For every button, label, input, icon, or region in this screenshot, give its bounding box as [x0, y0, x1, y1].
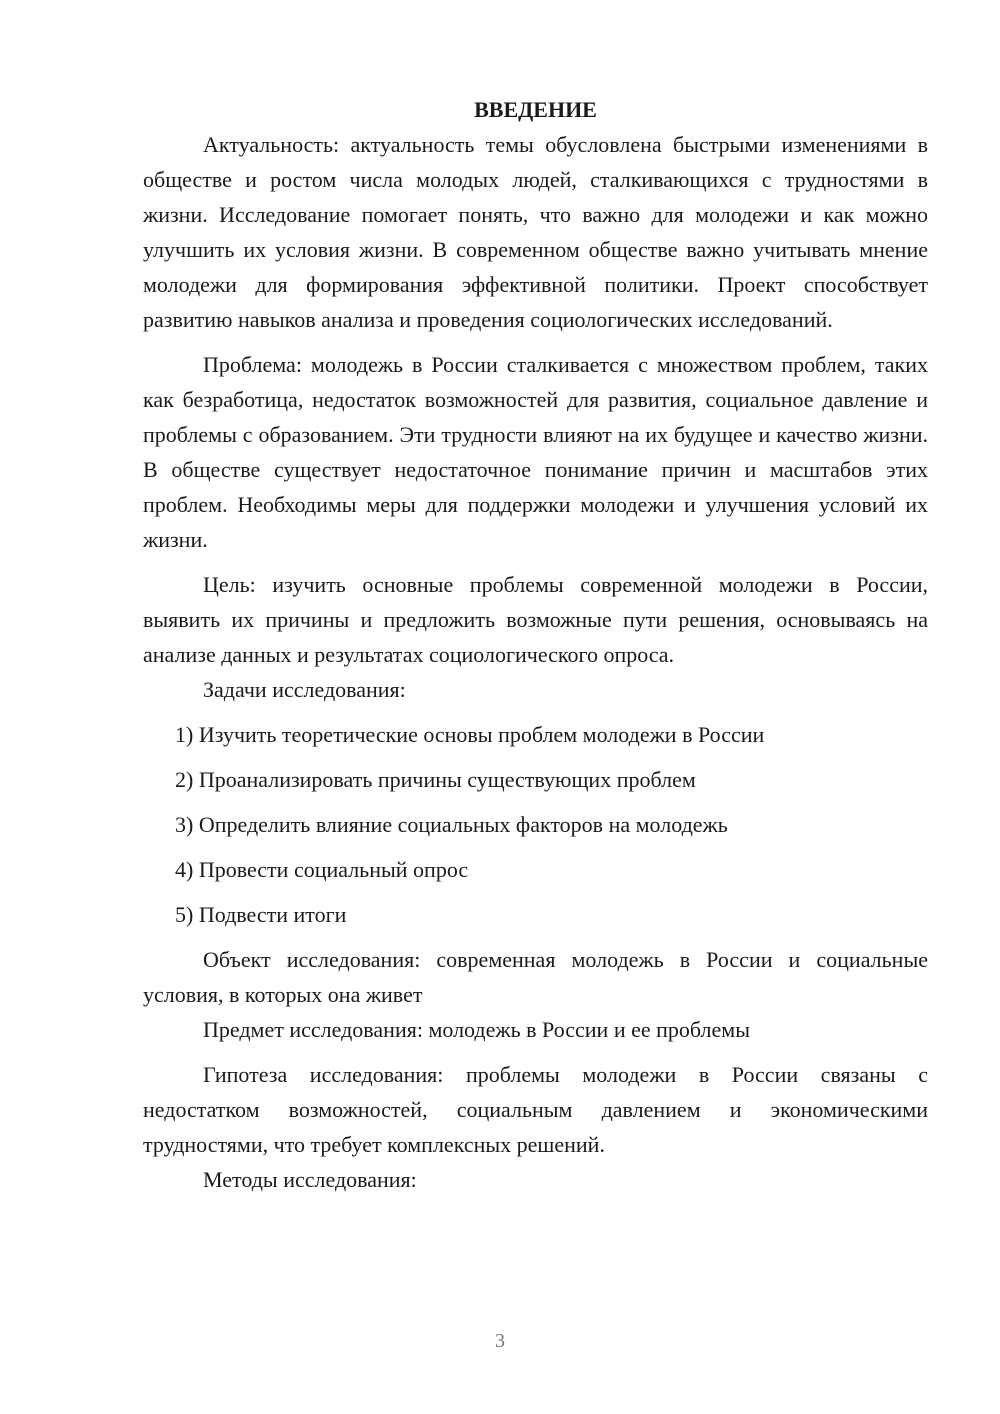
- list-item: 5) Подвести итоги: [175, 902, 347, 927]
- hypothesis-paragraph: Гипотеза исследования: проблемы молодежи в России связаны с недостатком возможностей, социальным давлением и экономическими трудностями, что требует комплексных решений.: [143, 1062, 928, 1157]
- section-title: ВВЕДЕНИЕ: [474, 97, 597, 122]
- page-number: 3: [495, 1330, 505, 1352]
- subject-paragraph: Предмет исследования: молодежь в России и ее проблемы: [203, 1017, 750, 1042]
- list-item: 1) Изучить теоретические основы проблем молодежи в России: [175, 722, 765, 747]
- relevance-paragraph: Актуальность: актуальность темы обусловлена быстрыми изменениями в обществе и ростом числа молодых людей, сталкивающихся с трудностями в жизни. Исследование помогает понять, что важно для молодежи и как можно улучшить их условия жизни. В современном обществе важно учитывать мнение молодежи для формирования эффективной политики. Проект способствует развитию навыков анализа и проведения социологических исследований.: [143, 132, 928, 332]
- list-item: 3) Определить влияние социальных факторов на молодежь: [175, 812, 728, 837]
- goal-paragraph: Цель: изучить основные проблемы современной молодежи в России, выявить их причины и предложить возможные пути решения, основываясь на анализе данных и результатах социологического опроса.: [143, 572, 928, 667]
- list-item: 4) Провести социальный опрос: [175, 857, 469, 882]
- document-page: [143, 92, 928, 1197]
- object-paragraph: Объект исследования: современная молодежь в России и социальные условия, в которых она живет: [143, 947, 928, 1007]
- list-item: 2) Проанализировать причины существующих проблем: [175, 767, 696, 792]
- problem-paragraph: Проблема: молодежь в России сталкивается с множеством проблем, таких как безработица, недостаток возможностей для развития, социальное давление и проблемы с образованием. Эти трудности влияют на их будущее и качество жизни. В обществе существует недостаточное понимание причин и масштабов этих проблем. Необходимы меры для поддержки молодежи и улучшения условий их жизни.: [143, 352, 928, 552]
- tasks-list: [143, 717, 928, 932]
- tasks-heading: Задачи исследования:: [203, 677, 406, 702]
- methods-heading: Методы исследования:: [203, 1167, 417, 1192]
